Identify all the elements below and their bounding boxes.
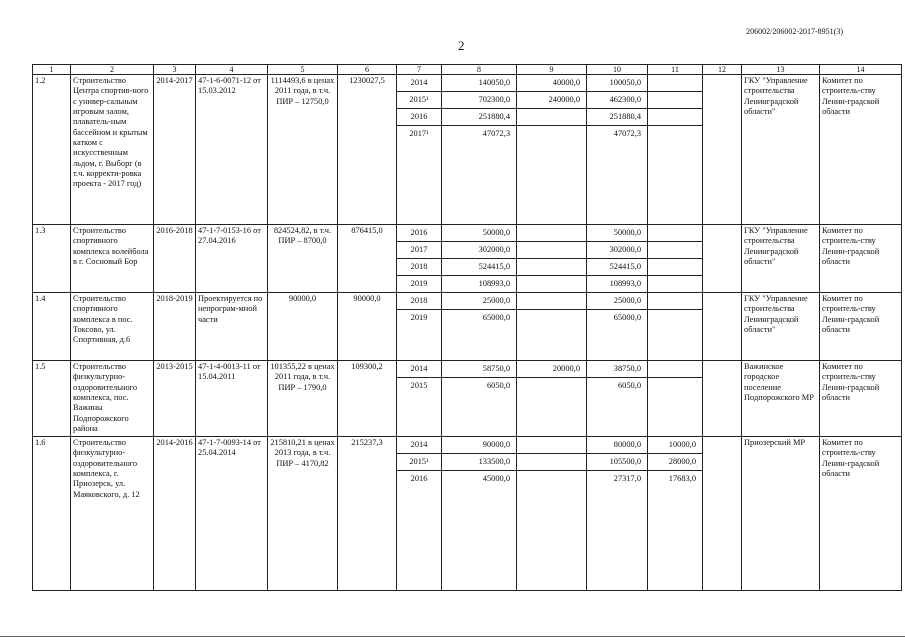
object-name: Строительство Центра спортив-ного с универ-сальным игровым залом, плаватель-ным бассейном и крытым катком с искусственным льдом, г. Выборг (в т.ч. корректи-ровка проекта - 2017 год) [71,75,154,225]
amount-local-value: 17683,0 [668,474,696,483]
amount-local-value [648,293,702,310]
amount-regional-value: 462300,0 [587,92,647,109]
amount-federal-value [517,471,586,487]
responsible-committee: Комитет по строитель-ству Ленин-градской области [820,437,902,591]
amount-regional-value: 6050,0 [617,381,641,390]
amount-federal-value [517,437,586,454]
total-cost: 876415,0 [338,225,397,293]
amount-total [442,361,517,437]
estimated-cost: 1114493,6 в ценах 2011 года, в т.ч. ПИР – 12750,0 [268,75,338,225]
amount-federal-value [517,109,586,126]
column-number: 1 [33,65,71,75]
amount-regional [587,437,648,591]
years [397,293,442,361]
column-number: 6 [338,65,397,75]
amount-local [648,437,703,591]
amount-total-value: 25000,0 [442,293,516,310]
table-row [33,437,902,591]
years [397,225,442,293]
amount-regional-value: 302000,0 [587,242,647,259]
years-value: 2015¹ [397,454,441,471]
row-number: 1.6 [33,437,71,591]
amount-federal-value [517,310,586,326]
table-row [33,225,902,293]
object-name: Строительство физкультурно-оздоровительного комплекса, пос. Важины Подпорожского района [71,361,154,437]
years-value: 2018 [397,259,441,276]
amount-local-value: 28000,0 [648,454,702,471]
column-12 [703,293,742,361]
responsible-committee: Комитет по строитель-ству Ленин-градской области [820,361,902,437]
row-number: 1.4 [33,293,71,361]
column-number: 12 [703,65,742,75]
page-bottom-edge [0,636,905,637]
column-number: 3 [154,65,196,75]
customer: Приозерский МР [742,437,820,591]
amount-federal-value: 20000,0 [517,361,586,378]
years [397,437,442,591]
column-12 [703,361,742,437]
row-number: 1.5 [33,361,71,437]
amount-local-value [648,242,702,259]
column-number: 14 [820,65,902,75]
row-number: 1.2 [33,75,71,225]
amount-local [648,293,703,361]
object-name: Строительство физкультурно-оздоровительного комплекса, г. Приозерск, ул. Маяковского, д. 12 [71,437,154,591]
amount-total-value: 50000,0 [442,225,516,242]
period: 2013-2015 [154,361,196,437]
estimated-cost: 215810,21 в ценах 2013 года, в т.ч. ПИР – 4170,82 [268,437,338,591]
column-numbers-row [33,65,902,75]
amount-federal-value [517,259,586,276]
amount-federal [517,225,587,293]
years-value: 2014 [397,75,441,92]
customer: Важинское городское поселение Подпорожского МР [742,361,820,437]
customer: ГКУ "Управление строительства Ленинградской области" [742,75,820,225]
table-row [33,75,902,225]
years [397,361,442,437]
amount-local-value: 10000,0 [648,437,702,454]
row-number: 1.3 [33,225,71,293]
column-number: 11 [648,65,703,75]
amount-total-value: 90000,0 [442,437,516,454]
amount-total-value: 524415,0 [442,259,516,276]
period: 2014-2016 [154,437,196,591]
amount-regional-value: 50000,0 [587,225,647,242]
amount-total-value: 58750,0 [442,361,516,378]
amount-federal [517,361,587,437]
amount-federal-value: 240000,0 [517,92,586,109]
amount-federal [517,75,587,225]
years-value: 2016 [410,474,428,483]
period: 2014-2017 [154,75,196,225]
amount-regional-value: 105500,0 [587,454,647,471]
amount-total-value: 133500,0 [442,454,516,471]
years-value: 2015 [410,381,428,390]
period: 2018-2019 [154,293,196,361]
amount-local-value [648,92,702,109]
column-number: 13 [742,65,820,75]
amount-federal-value [517,276,586,292]
program-table [32,64,902,591]
column-number: 8 [442,65,517,75]
amount-total [442,225,517,293]
years-value: 2017¹ [409,129,429,138]
table-row [33,361,902,437]
amount-total-value: 302000,0 [442,242,516,259]
amount-total-value: 6050,0 [486,381,510,390]
amount-regional [587,225,648,293]
responsible-committee: Комитет по строитель-ству Ленин-градской области [820,75,902,225]
amount-regional-value: 524415,0 [587,259,647,276]
amount-federal [517,293,587,361]
column-number: 5 [268,65,338,75]
object-name: Строительство спортивного комплекса волейбола в г. Сосновый Бор [71,225,154,293]
document-number: 206002/206002-2017-8951(3) [746,27,843,36]
estimated-cost: 824524,82, в т.ч. ПИР – 8700,0 [268,225,338,293]
years-value: 2016 [397,225,441,242]
expertise: 47-1-6-0071-12 от 15.03.2012 [196,75,268,225]
amount-total-value: 702300,0 [442,92,516,109]
total-cost: 109300,2 [338,361,397,437]
amount-federal-value [517,293,586,310]
years-value: 2018 [397,293,441,310]
amount-federal-value: 40000,0 [517,75,586,92]
amount-local-value [648,361,702,378]
amount-local-value [648,75,702,92]
amount-total [442,75,517,225]
amount-total [442,293,517,361]
amount-regional-value: 80000,0 [587,437,647,454]
column-number: 9 [517,65,587,75]
object-name: Строительство спортивного комплекса в пос. Токсово, ул. Спортивная, д.6 [71,293,154,361]
expertise: 47-1-4-0013-11 от 15.04.2011 [196,361,268,437]
customer: ГКУ "Управление строительства Ленинградской области" [742,225,820,293]
amount-regional-value: 47072,3 [613,129,641,138]
years-value: 2017 [397,242,441,259]
amount-local-value [648,378,702,394]
years-value: 2014 [397,437,441,454]
years-value: 2019 [410,279,428,288]
amount-local-value [648,225,702,242]
amount-local [648,361,703,437]
years-value: 2019 [410,313,428,322]
amount-total-value: 251880,4 [442,109,516,126]
amount-local-value [648,310,702,326]
years-value: 2015¹ [397,92,441,109]
amount-total-value: 47072,3 [482,129,510,138]
expertise: 47-1-7-0153-16 от 27.04.2016 [196,225,268,293]
amount-regional-value: 100050,0 [587,75,647,92]
amount-local [648,225,703,293]
amount-federal [517,437,587,591]
amount-regional [587,361,648,437]
expertise: 47-1-7-0093-14 от 25.04.2014 [196,437,268,591]
total-cost: 1230027,5 [338,75,397,225]
years-value: 2014 [397,361,441,378]
customer: ГКУ "Управление строительства Ленинградской области" [742,293,820,361]
column-12 [703,75,742,225]
table-row [33,293,902,361]
estimated-cost: 101355,22 в ценах 2011 года, в т.ч. ПИР – 1790,0 [268,361,338,437]
page-number: 2 [458,38,465,53]
amount-federal-value [517,126,586,142]
amount-total-value: 108993,0 [478,279,510,288]
total-cost: 215237,3 [338,437,397,591]
amount-regional-value: 251880,4 [587,109,647,126]
responsible-committee: Комитет по строитель-ству Ленин-градской области [820,225,902,293]
years-value: 2016 [397,109,441,126]
column-number: 4 [196,65,268,75]
period: 2016-2018 [154,225,196,293]
column-12 [703,437,742,591]
amount-local-value [648,276,702,292]
years [397,75,442,225]
amount-total-value: 65000,0 [482,313,510,322]
amount-total-value: 140050,0 [442,75,516,92]
amount-regional-value: 25000,0 [587,293,647,310]
amount-federal-value [517,242,586,259]
amount-regional-value: 108993,0 [609,279,641,288]
column-12 [703,225,742,293]
amount-local [648,75,703,225]
amount-federal-value [517,378,586,394]
total-cost: 90000,0 [338,293,397,361]
responsible-committee: Комитет по строитель-ству Ленин-градской области [820,293,902,361]
amount-regional [587,293,648,361]
amount-local-value [648,126,702,142]
amount-federal-value [517,454,586,471]
column-number: 2 [71,65,154,75]
amount-federal-value [517,225,586,242]
amount-local-value [648,259,702,276]
amount-total [442,437,517,591]
expertise: Проектируется по непрограм-мной части [196,293,268,361]
amount-total-value: 45000,0 [482,474,510,483]
amount-regional-value: 65000,0 [613,313,641,322]
estimated-cost: 90000,0 [268,293,338,361]
column-number: 7 [397,65,442,75]
amount-regional [587,75,648,225]
amount-regional-value: 38750,0 [587,361,647,378]
amount-local-value [648,109,702,126]
amount-regional-value: 27317,0 [613,474,641,483]
column-number: 10 [587,65,648,75]
